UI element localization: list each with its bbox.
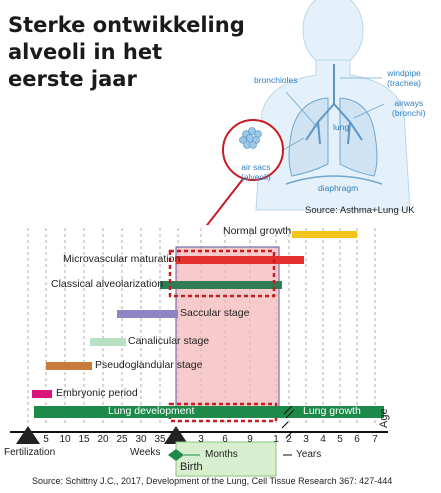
tick-year-1: 1	[273, 434, 279, 445]
label-normal-growth: Normal growth	[223, 225, 292, 237]
label-pseudoglandular: Pseudoglandular stage	[95, 359, 203, 371]
label-fertilization: Fertilization	[4, 447, 56, 458]
label-bronchioles: bronchioles	[254, 75, 298, 85]
tick-week-5: 5	[43, 434, 49, 445]
tick-year-5: 5	[337, 434, 343, 445]
title-line-2: alveoli in het	[8, 40, 163, 64]
illustration-source: Source: Asthma+Lung UK	[305, 205, 415, 216]
label-canalicular: Canalicular stage	[128, 335, 210, 347]
label-lung: lung	[333, 122, 350, 132]
bar-microvascular-maturation	[176, 256, 304, 264]
bar-embryonic	[32, 390, 52, 398]
bar-canalicular	[90, 338, 126, 346]
label-embryonic: Embryonic period	[56, 387, 138, 399]
tick-year-6: 6	[354, 434, 360, 445]
air-sacs-text: air sacs	[241, 162, 271, 172]
tick-month-3: 3	[198, 434, 204, 445]
label-microvascular-maturation: Microvascular maturation	[63, 253, 181, 265]
airways-text: airways	[394, 98, 424, 108]
fertilization-arrow	[16, 426, 40, 444]
footer-source: Source: Schittny J.C., 2017, Development of the Lung, Cell Tissue Research 367: 427-444	[32, 476, 393, 486]
tick-week-35: 35	[154, 434, 166, 445]
tick-week-30: 30	[135, 434, 147, 445]
bar-normal-growth	[292, 231, 357, 238]
bar-pseudoglandular	[46, 362, 92, 370]
first-year-region	[176, 247, 279, 415]
title-line-3: eerste jaar	[8, 67, 137, 91]
tick-year-2: 2	[286, 434, 292, 445]
alveoli-text: (alveoli)	[241, 172, 271, 182]
tick-year-4: 4	[320, 434, 326, 445]
bar-saccular	[117, 310, 178, 318]
tick-month-6: 6	[222, 434, 228, 445]
tick-week-20: 20	[97, 434, 109, 445]
label-weeks: Weeks	[130, 447, 161, 458]
bar-classical-alveolarization	[160, 281, 282, 289]
label-lung-growth: Lung growth	[303, 405, 361, 417]
head-shape	[303, 0, 363, 67]
tick-week-15: 15	[78, 434, 90, 445]
label-years: Years	[296, 449, 322, 460]
label-air-sacs	[241, 162, 271, 182]
label-birth: Birth	[180, 461, 203, 473]
label-classical-alveolarization: Classical alveolarization	[51, 278, 164, 290]
label-months: Months	[205, 449, 238, 460]
lung-illustration	[0, 0, 441, 225]
tick-week-25: 25	[116, 434, 128, 445]
label-lung-development: Lung development	[108, 405, 195, 417]
axis-label-age: Age	[378, 408, 390, 428]
title-line-1: Sterke ontwikkeling	[8, 13, 245, 37]
label-airways	[392, 98, 426, 118]
tick-year-7: 7	[372, 434, 378, 445]
tick-month-9: 9	[247, 434, 253, 445]
label-diaphragm: diaphragm	[318, 183, 359, 193]
tick-year-3: 3	[303, 434, 309, 445]
windpipe-text: windpipe	[387, 68, 421, 78]
birth-arrow	[164, 426, 188, 444]
label-saccular: Saccular stage	[180, 307, 250, 319]
label-windpipe	[387, 68, 421, 88]
trachea-text: (trachea)	[387, 78, 422, 88]
tick-week-10: 10	[59, 434, 71, 445]
bronchi-text: (bronchi)	[392, 108, 426, 118]
